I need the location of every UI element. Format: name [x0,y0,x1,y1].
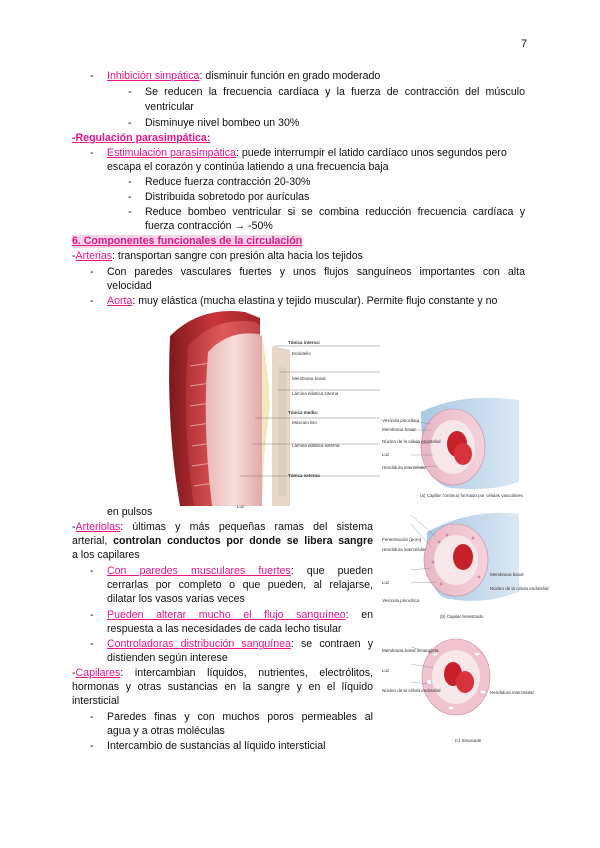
arteriolas-i2-text: : en [345,609,373,621]
bullet-dash: - [90,266,94,278]
simpatica-sub1-b: ventricular [145,101,194,113]
cap-a-label-4: Luz [382,452,390,457]
arteriolas-i1-line1 [107,565,373,578]
cap-c-label-2: Luz [382,668,390,673]
cap-b-right-label-1: Membrana basal [490,572,524,577]
arterias-term: Arterias [75,250,113,262]
label-endotelio: Endotelio [292,351,311,356]
arteriolas-prefix: - [72,521,76,533]
parasimpatica-item [107,147,507,160]
aorta-continued: en pulsos [107,506,153,518]
arteriolas-i1-line2: cerrarlas por completo o que pueden, al relajarse, [107,579,373,591]
cap-b-label-4: Vesícula pinocítica [382,598,420,603]
parasimpatica-term: Estimulación parasimpática [107,147,236,159]
aorta-text: : muy elástica (mucha elastina y tejido muscular). Permite flujo constante y no [132,295,498,307]
arteriolas-i3-text: : se contraen y [290,638,373,650]
arterias-item1-b: velocidad [107,280,152,292]
bullet-dash: - [90,295,94,307]
cap-c-label-3: Núcleo de la célula endotelial [382,688,441,693]
simpatica-text: : disminuir función en grado moderado [199,70,381,82]
bullet-dash: - [90,609,94,621]
arterias-item1-a: Con paredes vasculares fuertes y unos flujos sanguíneos importantes con alta [107,266,525,278]
arteriolas-line1 [72,521,373,534]
arteriolas-text2a: arterial, [72,535,114,547]
arteriolas-i2-term: Pueden alterar mucho el flujo sanguíneo [107,609,346,621]
label-tunica-interna: Túnica interna: [288,340,321,345]
bullet-dash: - [90,147,94,159]
capilares-line3: intersticial [72,695,120,707]
arteriolas-i2-line1 [107,609,373,622]
parasimpatica-sub1: Reduce fuerza contracción 20-30% [145,176,311,188]
simpatica-sub2: Disminuye nivel bombeo un 30% [145,117,300,129]
artery-figure [160,306,382,511]
arteriolas-text1: : últimas y más pequeñas ramas del sistema [120,521,373,533]
componentes-heading: 6. Componentes funcionales de la circulación [72,235,303,247]
capilares-term: Capilares [75,667,121,679]
label-musculo-liso: Músculo liso [292,420,317,425]
capilares-prefix: - [72,667,76,679]
bullet-dash: - [90,638,94,650]
capilares-line1 [72,667,373,680]
arteriolas-i1-term: Con paredes musculares fuertes [107,565,291,577]
label-lamina-interna: Lámina elástica interna [292,391,339,396]
parasimpatica-text: : puede interrumpir el latido cardíaco unos segundos pero [235,147,507,159]
arteriolas-i3-line1 [107,638,373,651]
cap-a-caption: (a) Capilar continuo formado por células vasculares [420,493,523,498]
simpatica-sub1-a: Se reducen la frecuencia cardíaca y la fuerza de contracción del músculo [145,86,525,98]
arterias-text: : transportan sangre con presión alta hacia los tejidos [112,250,363,262]
cap-b-caption: (b) Capilar fenestrado [440,614,484,619]
bullet-dash: - [128,191,132,203]
label-lamina-externa: Lámina elástica externa [292,443,340,448]
label-tunica-media: Túnica media: [288,410,319,415]
cap-b-label-3: Luz [382,580,390,585]
arterias-line [72,250,363,263]
cap-c-caption: (c) Sinusoide [455,738,482,743]
arteriolas-i2-line2: respuesta a las necesidades de cada lecho tisular [107,623,342,635]
arteriolas-i3-line2: distienden según interese [107,652,228,664]
arteriolas-line3: a los capilares [72,549,140,561]
cap-c-right-label-1: Hendidura intercelular [490,690,535,695]
arteriolas-i3-term: Controladoras distribución sanguínea [107,638,291,650]
cap-b-right-label-2: Núcleo de la célula endotelial [490,586,549,591]
parasimpatica-heading: -Regulación parasimpática: [72,132,211,144]
cap-b-label-1: Fenestración (poro) [382,537,422,542]
arteriolas-line2 [72,535,373,548]
simpatica-term: Inhibición simpática [107,70,200,82]
bullet-dash: - [128,117,132,129]
bullet-dash: - [90,70,94,82]
bullet-dash: - [128,86,132,98]
parasimpatica-sub3-b: fuerza contracción → -50% [145,220,273,232]
capilares-line2: hormonas y otras sustancias en la sangre y en el líquido [72,681,373,693]
artery-illustration [160,306,382,511]
cap-c-label-1: Membrana basal incompleta [382,648,439,653]
cap-a-label-5: Hendidura intercelular [382,465,427,470]
label-membrana-basal: Membrana basal [292,376,326,381]
label-tunica-externa: Túnica externa [288,473,320,478]
capilares-i1-line1: Paredes finas y con muchos poros permeables al [107,711,373,723]
arteriolas-text2b: controlan conductos por donde se libera sangre [113,535,373,547]
arteriolas-i1-line3: dilatar los vasos varias veces [107,593,245,605]
aorta-term: Aorta [107,295,133,307]
simpatica-item [107,70,380,83]
cap-a-label-1: Vesícula pinocítica [382,418,420,423]
capilares-text1: : intercambian líquidos, nutrientes, electrólitos, [120,667,373,679]
bullet-dash: - [90,711,94,723]
label-luz: Luz [237,504,245,509]
parasimpatica-sub2: Distribuida sobretodo por aurículas [145,191,310,203]
bullet-dash: - [128,176,132,188]
cap-a-label-3: Núcleo de la célula endotelial [382,439,441,444]
bullet-dash: - [90,740,94,752]
page-number: 7 [521,38,528,50]
arterias-prefix: - [72,250,76,262]
parasimpatica-item-b: escapa el corazón y continúa latiendo a una frecuencia baja [107,161,389,173]
bullet-dash: - [90,565,94,577]
arteriolas-term: Arteriolas [75,521,121,533]
cap-a-label-2: Membrana basal [382,427,416,432]
parasimpatica-sub3-a: Reduce bombeo ventricular si se combina reducción frecuencia cardíaca y [145,206,525,218]
arteriolas-i1-text: : que pueden [290,565,373,577]
capilares-i2: Intercambio de sustancias al líquido intersticial [107,740,326,752]
capilares-i1-line2: agua y a otras moléculas [107,725,225,737]
cap-b-label-2: Hendidura intercelular [382,547,427,552]
bullet-dash: - [128,206,132,218]
